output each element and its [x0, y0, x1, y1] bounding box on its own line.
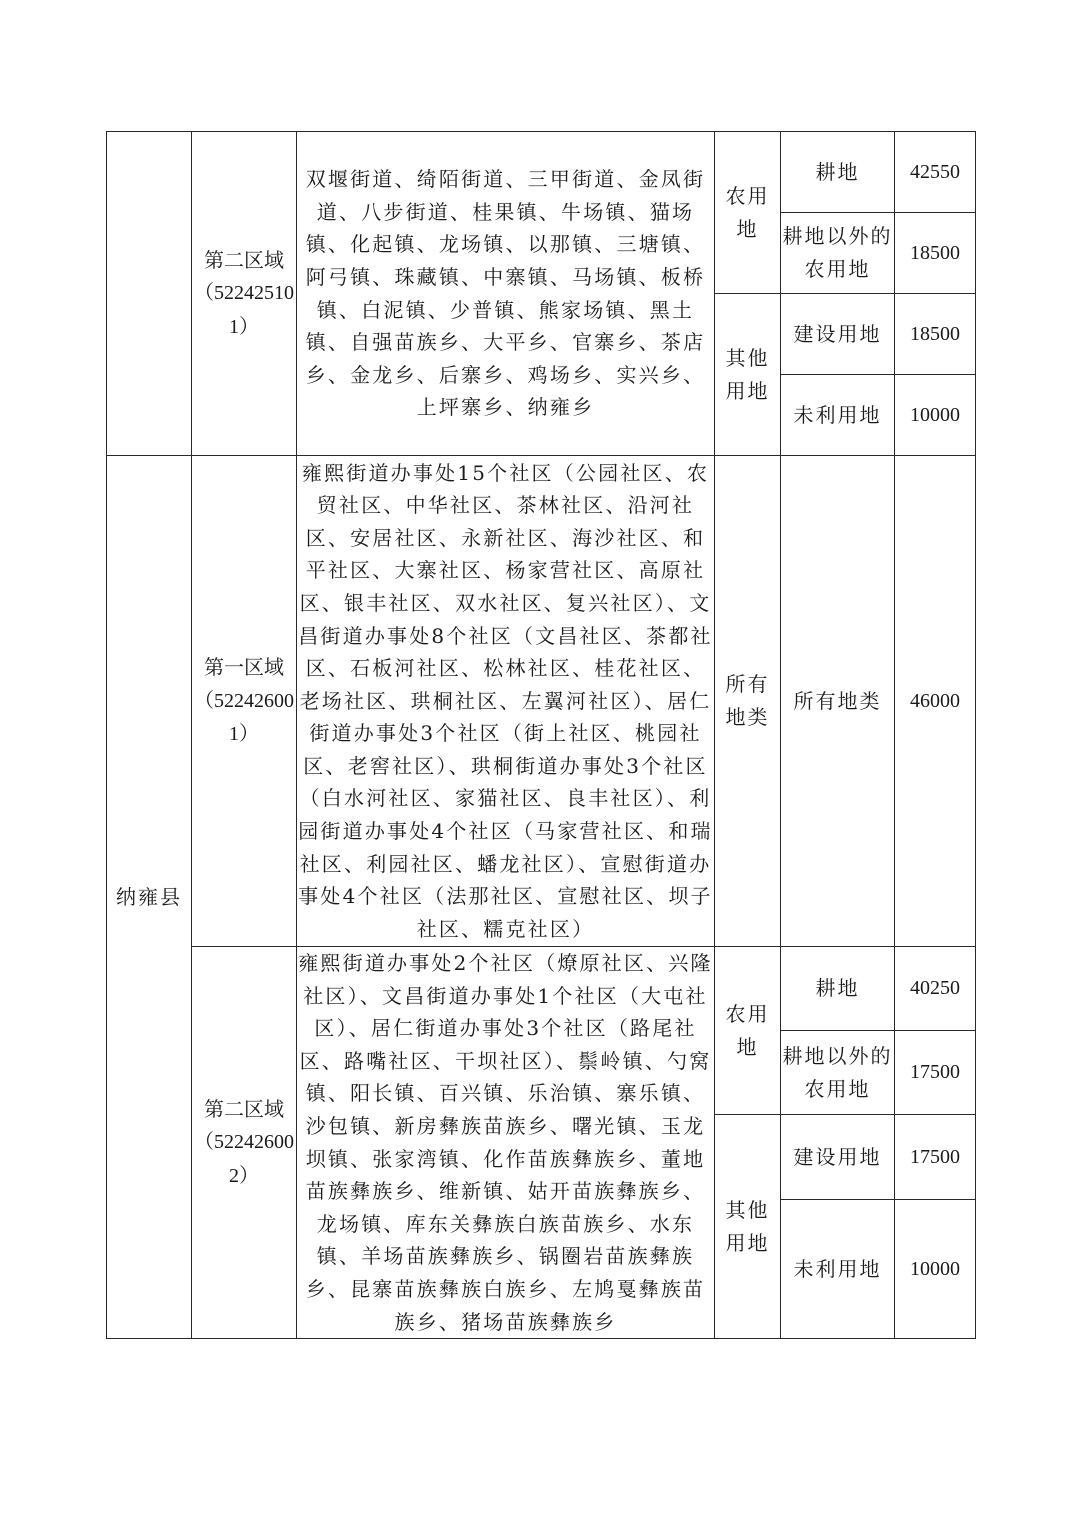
areas-main: 雍熙街道办事处15个社区（公园社区、农贸社区、中华社区、茶林社区、沿河社区、安居社区、永新社区、海沙社区、和平社区、大寨社区、杨家营社区、高原社区、银丰社区、双水社区、复兴社区）、文昌街道办事处8个社区（文昌社区、茶都社区、石板河社区、松林社区、桂花社区、老场社区、珙桐社区、左翼河社区）、居仁街道办事处3个社区（街上社区、桃园社区、老窖社区）、珙桐街道办事处3个社区（白水河社区、家猫社区、良丰社区）、利园街道办事处4个社区（马家营社区、和瑞社区、利园社区、蟠龙社区）、宣慰街道办事处4个社区（法那社区、宣慰社 — [298, 460, 713, 909]
land-subtype-cell: 建设用地 — [781, 294, 895, 375]
land-subtype-cell: 未利用地 — [781, 375, 895, 456]
price-cell: 17500 — [895, 1115, 976, 1200]
land-subtype-cell: 耕地 — [781, 947, 895, 1031]
county-cell: 纳雍县 — [107, 456, 192, 1339]
areas-tail: 区、坝子社区、糯克社区） — [416, 884, 713, 941]
areas-cell: 雍熙街道办事处2个社区（燎原社区、兴隆社区）、文昌街道办事处1个社区（大屯社区）、居仁街道办事处3个社区（路尾社区、路嘴社区、干坝社区）、鬃岭镇、勺窝镇、阳长镇、百兴镇、乐治镇、寨乐镇、沙包镇、新房彝族苗族乡、曙光镇、玉龙坝镇、张家湾镇、化作苗族彝族乡、董地苗族彝族乡、维新镇、姑开苗族彝族乡、龙场镇、库东关彝族白族苗族乡、水东镇、羊场苗族彝族乡、锅圈岩苗族彝族乡、昆寨苗族彝族白族乡、左鸠戛彝族苗族乡、猪场苗族彝族乡 — [297, 947, 715, 1339]
table-row — [107, 947, 976, 1031]
region-code: （522425101） — [194, 282, 294, 338]
price-cell: 10000 — [895, 375, 976, 456]
land-subtype-cell: 所有地类 — [781, 456, 895, 947]
county-cell — [107, 132, 192, 456]
price-cell: 46000 — [895, 456, 976, 947]
table-row — [107, 132, 976, 213]
region-cell — [192, 132, 297, 456]
areas-cell: 双堰街道、绮陌街道、三甲街道、金凤街道、八步街道、桂果镇、牛场镇、猫场镇、化起镇、龙场镇、以那镇、三塘镇、阿弓镇、珠藏镇、中寨镇、马场镇、板桥镇、白泥镇、少普镇、熊家场镇、黑土镇、自强苗族乡、大平乡、官寨乡、茶店乡、金龙乡、后寨乡、鸡场乡、实兴乡、上坪寨乡、纳雍乡 — [297, 132, 715, 456]
land-subtype-cell: 建设用地 — [781, 1115, 895, 1200]
price-cell: 18500 — [895, 294, 976, 375]
land-type-cell: 所有地类 — [715, 456, 781, 947]
region-code: （522426001） — [194, 689, 294, 746]
price-cell: 40250 — [895, 947, 976, 1031]
land-price-table — [106, 131, 976, 1339]
region-cell — [192, 947, 297, 1339]
land-subtype-cell: 未利用地 — [781, 1200, 895, 1339]
region-name: 第二区域 — [204, 247, 284, 272]
land-type-cell: 其他用地 — [715, 1115, 781, 1339]
price-cell: 42550 — [895, 132, 976, 213]
land-type-cell: 农用地 — [715, 132, 781, 294]
areas-cell — [297, 456, 715, 947]
region-name: 第一区域 — [204, 655, 284, 680]
land-type-cell: 农用地 — [715, 947, 781, 1115]
land-subtype-cell: 耕地 — [781, 132, 895, 213]
price-cell: 18500 — [895, 213, 976, 294]
price-cell: 17500 — [895, 1031, 976, 1115]
land-subtype-cell: 耕地以外的农用地 — [781, 1031, 895, 1115]
table-row — [107, 456, 976, 947]
region-name: 第二区域 — [204, 1096, 284, 1121]
land-type-cell: 其他用地 — [715, 294, 781, 456]
price-cell: 10000 — [895, 1200, 976, 1339]
region-code: （522426002） — [194, 1131, 294, 1187]
land-subtype-cell: 耕地以外的农用地 — [781, 213, 895, 294]
region-cell — [192, 456, 297, 947]
